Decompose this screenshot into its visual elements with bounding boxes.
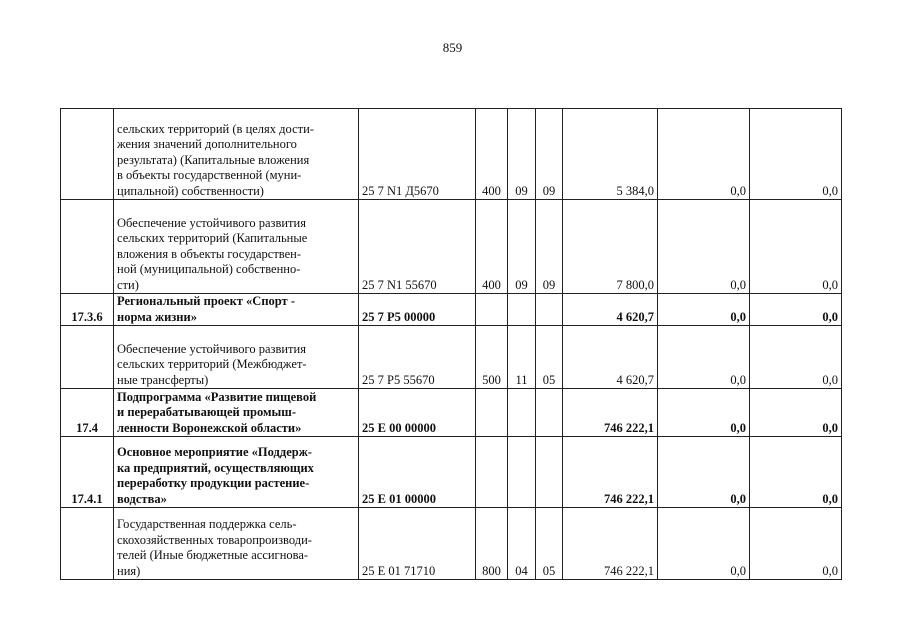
amount-year-2: 0,0	[658, 200, 750, 294]
budget-code: 25 Е 01 00000	[359, 437, 476, 508]
table-row	[61, 508, 842, 580]
table-row	[61, 294, 842, 326]
budget-code: 25 Е 01 71710	[359, 508, 476, 580]
name-line: результата) (Капитальные вложения	[117, 152, 310, 167]
row-name	[114, 389, 359, 437]
name-line: переработку продукции растение-	[117, 476, 310, 490]
row-name	[114, 294, 359, 326]
row-index	[61, 508, 114, 580]
name-line: ципальной) собственности)	[117, 183, 264, 198]
name-line: сельских территорий (Капитальные	[117, 231, 308, 245]
row-index: 17.4	[61, 389, 114, 437]
name-line: Основное мероприятие «Поддерж-	[117, 445, 312, 459]
amount-year-1: 746 222,1	[563, 508, 658, 580]
table-row	[61, 389, 842, 437]
expense-type	[476, 437, 508, 508]
name-line: ка предприятий, осуществляющих	[117, 460, 314, 475]
row-name	[114, 326, 359, 389]
table-row	[61, 200, 842, 294]
section	[508, 294, 536, 326]
name-line: жения значений дополнительного	[117, 137, 297, 151]
amount-year-2: 0,0	[658, 508, 750, 580]
name-line: Государственная поддержка сель-	[117, 517, 297, 531]
subsection: 09	[536, 200, 563, 294]
amount-year-2: 0,0	[658, 437, 750, 508]
amount-year-1: 746 222,1	[563, 437, 658, 508]
name-line: вложения в объекты государствен-	[117, 246, 302, 261]
subsection	[536, 437, 563, 508]
row-index: 17.3.6	[61, 294, 114, 326]
table-row	[61, 326, 842, 389]
name-line: норма жизни»	[117, 309, 197, 324]
name-line: сельских территорий (в целях дости-	[117, 121, 314, 136]
section	[508, 437, 536, 508]
subsection: 09	[536, 109, 563, 200]
budget-code: 25 7 N1 Д5670	[359, 109, 476, 200]
amount-year-1: 746 222,1	[563, 389, 658, 437]
amount-year-1: 5 384,0	[563, 109, 658, 200]
name-line: водства»	[117, 491, 167, 506]
budget-code: 25 Е 00 00000	[359, 389, 476, 437]
subsection	[536, 389, 563, 437]
section: 09	[508, 109, 536, 200]
row-name	[114, 200, 359, 294]
subsection	[536, 294, 563, 326]
budget-table	[60, 108, 842, 580]
row-index	[61, 200, 114, 294]
name-line: Обеспечение устойчивого развития	[117, 215, 306, 230]
amount-year-2: 0,0	[658, 109, 750, 200]
name-line: ния)	[117, 563, 141, 578]
amount-year-3: 0,0	[750, 200, 842, 294]
expense-type	[476, 294, 508, 326]
amount-year-2: 0,0	[658, 294, 750, 326]
name-line: и перерабатывающей промыш-	[117, 405, 296, 419]
name-line: сельских территорий (Межбюджет-	[117, 357, 307, 371]
amount-year-1: 7 800,0	[563, 200, 658, 294]
amount-year-3: 0,0	[750, 326, 842, 389]
expense-type: 500	[476, 326, 508, 389]
name-line: ленности Воронежской области»	[117, 420, 302, 435]
row-name	[114, 109, 359, 200]
page-number: 859	[442, 40, 463, 55]
expense-type: 800	[476, 508, 508, 580]
budget-code: 25 7 N1 55670	[359, 200, 476, 294]
amount-year-2: 0,0	[658, 326, 750, 389]
row-index: 17.4.1	[61, 437, 114, 508]
row-name	[114, 437, 359, 508]
amount-year-1: 4 620,7	[563, 326, 658, 389]
name-line: Региональный проект «Спорт -	[117, 294, 295, 308]
section: 09	[508, 200, 536, 294]
amount-year-3: 0,0	[750, 389, 842, 437]
budget-code: 25 7 P5 00000	[359, 294, 476, 326]
expense-type	[476, 389, 508, 437]
row-index	[61, 326, 114, 389]
amount-year-2: 0,0	[658, 389, 750, 437]
amount-year-3: 0,0	[750, 437, 842, 508]
section: 04	[508, 508, 536, 580]
name-line: в объекты государственной (муни-	[117, 168, 302, 182]
amount-year-3: 0,0	[750, 508, 842, 580]
budget-code: 25 7 P5 55670	[359, 326, 476, 389]
table-row	[61, 109, 842, 200]
name-line: сти)	[117, 277, 139, 292]
expense-type: 400	[476, 109, 508, 200]
table-row	[61, 437, 842, 508]
subsection: 05	[536, 508, 563, 580]
name-line: Подпрограмма «Развитие пищевой	[117, 389, 317, 404]
name-line: Обеспечение устойчивого развития	[117, 341, 306, 356]
row-name	[114, 508, 359, 580]
section	[508, 389, 536, 437]
section: 11	[508, 326, 536, 389]
name-line: ные трансферты)	[117, 372, 209, 387]
name-line: скохозяйственных товаропроизводи-	[117, 532, 312, 547]
amount-year-1: 4 620,7	[563, 294, 658, 326]
name-line: телей (Иные бюджетные ассигнова-	[117, 548, 309, 562]
row-index	[61, 109, 114, 200]
subsection: 05	[536, 326, 563, 389]
name-line: ной (муниципальной) собственно-	[117, 262, 301, 276]
expense-type: 400	[476, 200, 508, 294]
amount-year-3: 0,0	[750, 109, 842, 200]
amount-year-3: 0,0	[750, 294, 842, 326]
